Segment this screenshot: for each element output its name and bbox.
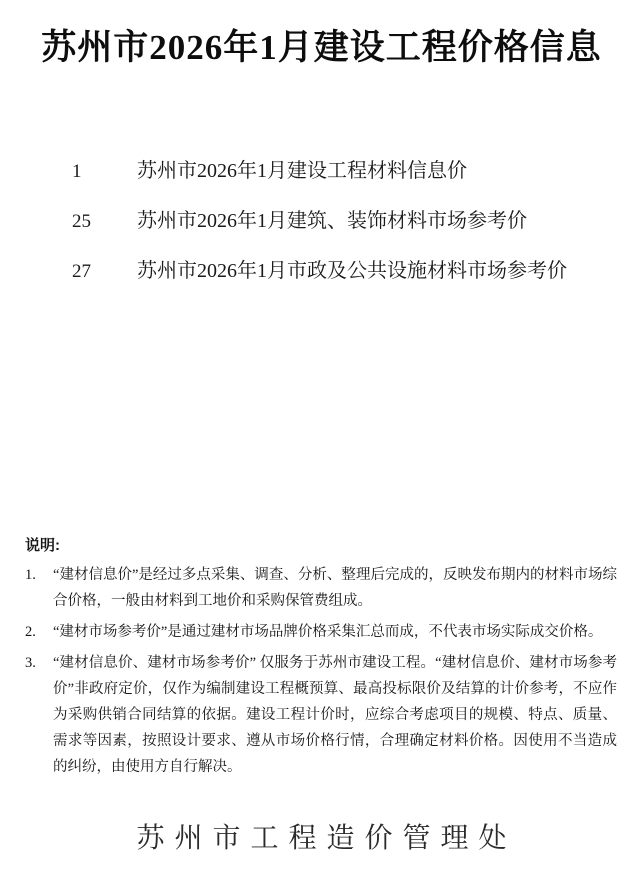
notes-heading: 说明: — [25, 537, 60, 554]
toc-entry-title: 苏州市2026年1月建设工程材料信息价 — [137, 160, 467, 182]
toc-entry — [72, 161, 613, 182]
note-item — [25, 619, 617, 645]
note-item-number: 1. — [25, 567, 36, 583]
note-item — [25, 562, 617, 614]
note-item-text: “建材市场参考价”是通过建材市场品牌价格采集汇总而成，不代表市场实际成交价格。 — [53, 624, 603, 640]
document-title: 苏州市2026年1月建设工程价格信息 — [41, 28, 602, 67]
note-item-number: 3. — [25, 655, 36, 671]
toc-page-number: 1 — [72, 161, 82, 182]
toc-entry-title: 苏州市2026年1月市政及公共设施材料市场参考价 — [137, 260, 567, 282]
notes-section — [25, 536, 617, 785]
note-item-text: “建材信息价”是经过多点采集、调查、分析、整理后完成的，反映发布期内的材料市场综合价格，一般由材料到工地价和采购保管费组成。 — [53, 567, 617, 609]
toc-page-number: 25 — [72, 211, 91, 232]
publisher-name: 苏州市工程造价管理处 — [136, 823, 517, 854]
note-item-text: “建材信息价、建材市场参考价” 仅服务于苏州市建设工程。“建材信息价、建材市场参考价”非政府定价，仅作为编制建设工程概预算、最高投标限价及结算的计价参考，不应作为采购供销合同结算的依据。建设工程计价时，应综合考虑项目的规模、特点、质量、需求等因素，按照设计要求、遵从市场价格行情，合理确定材料价格。因使用不当造成的纠纷，由使用方自行解决。 — [53, 655, 617, 775]
table-of-contents — [72, 161, 613, 311]
note-item — [25, 650, 617, 780]
toc-entry — [72, 211, 613, 232]
toc-page-number: 27 — [72, 261, 91, 282]
note-item-number: 2. — [25, 624, 36, 640]
toc-entry-title: 苏州市2026年1月建筑、装饰材料市场参考价 — [137, 210, 527, 232]
toc-entry — [72, 261, 613, 282]
